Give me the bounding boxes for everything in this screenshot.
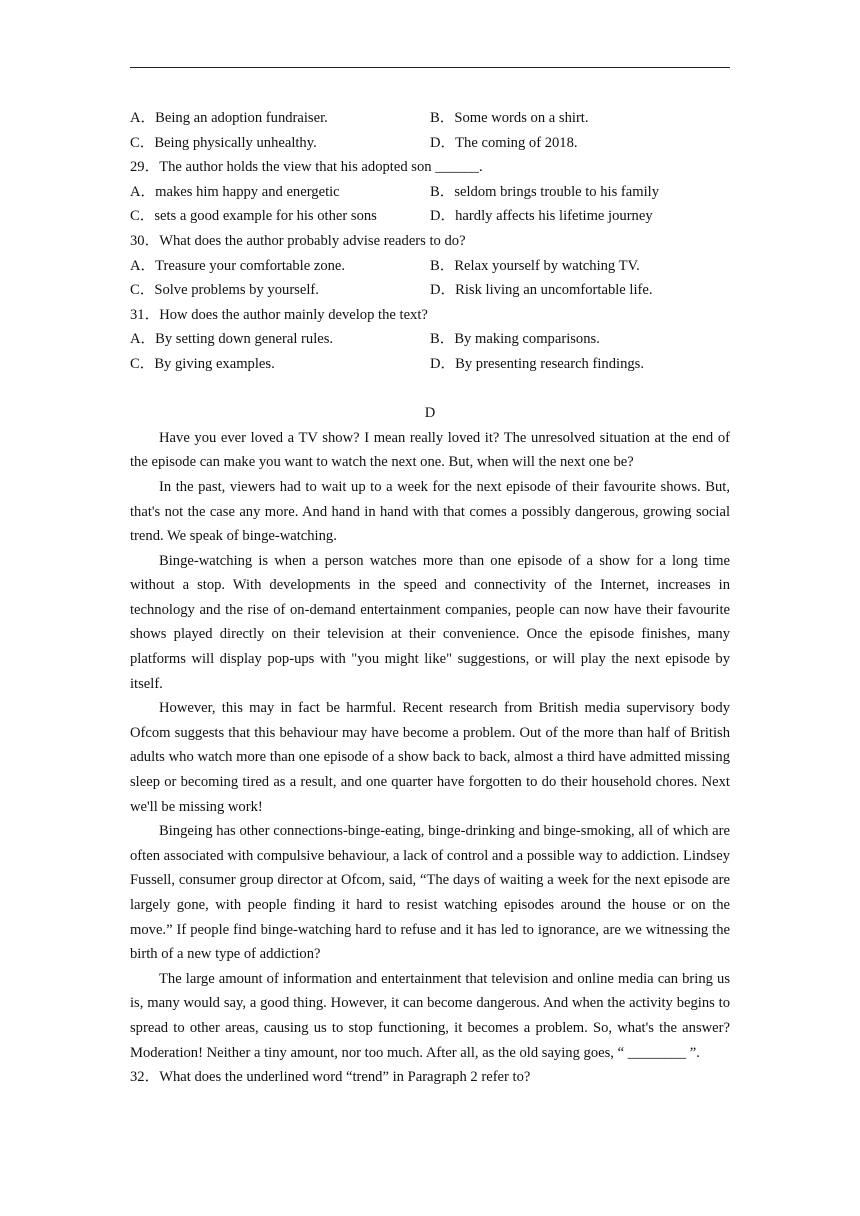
q28-options-row-2 — [130, 131, 730, 156]
option-b[interactable]: B．By making comparisons. — [430, 331, 600, 348]
passage-paragraph-5: Bingeing has other connections-binge-eating, binge-drinking and binge-smoking, all of which are often associated with compulsive behaviour, a lack of control and a possible way to addiction. Lindsey Fussell, consumer group director at Ofcom, said, “The days of waiting a week for the next episode are largely gone, with people finding it hard to resist watching episodes around the house or on the move.” If people find binge-watching hard to refuse and it has led to ignorance, are we witnessing the birth of a new type of addiction? — [130, 823, 730, 963]
passage-paragraph-4: However, this may in fact be harmful. Recent research from British media supervisory body Ofcom suggests that this behaviour may have become a problem. Out of the more than half of British adults who watch more than one episode of a show back to back, almost a third have admitted missing sleep or becoming tired as a result, and one quarter have forgotten to do their household chores. Next we'll be missing work! — [130, 700, 730, 815]
option-b[interactable]: B．Some words on a shirt. — [430, 110, 589, 126]
option-c[interactable]: C．sets a good example for his other sons — [130, 208, 377, 225]
question-31-stem: 31．How does the author mainly develop the text? — [130, 306, 428, 323]
passage-paragraph-2: In the past, viewers had to wait up to a week for the next episode of their favourite shows. But, that's not the case any more. And hand in hand with that comes a possibly dangerous, growing social trend. We speak of binge-watching. — [130, 478, 730, 545]
option-a[interactable]: A．Treasure your comfortable zone. — [130, 257, 346, 274]
q30-options-row-2 — [130, 278, 730, 303]
option-d[interactable]: D．Risk living an uncomfortable life. — [430, 282, 653, 299]
q29-options-row-1 — [130, 180, 730, 205]
option-d[interactable]: D．The coming of 2018. — [430, 134, 578, 151]
option-c[interactable]: C．By giving examples. — [130, 355, 275, 372]
passage-paragraph-3: Binge-watching is when a person watches more than one episode of a show for a long time without a stop. With developments in the speed and connectivity of the Internet, increases in technology and the rise of on-demand entertainment companies, people can now have their favourite shows played directly on their television at their convenience. Once the episode finishes, many platforms will display pop-ups with "you might like" suggestions, or will play the next episode by itself. — [130, 552, 730, 692]
section-d-title: D — [424, 405, 436, 422]
question-29-stem: 29．The author holds the view that his adopted son ______. — [130, 159, 483, 176]
q31-options-row-2 — [130, 352, 730, 377]
header-rule — [130, 67, 730, 68]
exam-content — [130, 106, 730, 1090]
q30-options-row-1 — [130, 254, 730, 279]
option-d[interactable]: D．hardly affects his lifetime journey — [430, 208, 653, 225]
option-c[interactable]: C．Solve problems by yourself. — [130, 282, 319, 299]
option-d[interactable]: D．By presenting research findings. — [430, 355, 644, 372]
option-a[interactable]: A．Being an adoption fundraiser. — [130, 110, 328, 126]
q28-options-row-1 — [130, 106, 730, 131]
option-b[interactable]: B．Relax yourself by watching TV. — [430, 257, 640, 274]
option-c[interactable]: C．Being physically unhealthy. — [130, 134, 317, 151]
question-32-stem: 32．What does the underlined word “trend” in Paragraph 2 refer to? — [130, 1069, 531, 1086]
option-b[interactable]: B．seldom brings trouble to his family — [430, 183, 660, 200]
q29-options-row-2 — [130, 204, 730, 229]
option-a[interactable]: A．makes him happy and energetic — [130, 183, 340, 200]
passage-paragraph-1: Have you ever loved a TV show? I mean really loved it? The unresolved situation at the end of the episode can make you want to watch the next one. But, when will the next one be? — [130, 429, 730, 471]
option-a[interactable]: A．By setting down general rules. — [130, 331, 334, 348]
question-30-stem: 30．What does the author probably advise readers to do? — [130, 232, 466, 249]
passage-paragraph-6: The large amount of information and entertainment that television and online media can bring us is, many would say, a good thing. However, it can become dangerous. And when the activity begins to spread to other areas, causing us to stop functioning, it becomes a problem. So, what's the answer? Moderation! Neither a tiny amount, nor too much. After all, as the old saying goes, “ ________ ”. — [130, 970, 730, 1061]
q31-options-row-1 — [130, 327, 730, 352]
